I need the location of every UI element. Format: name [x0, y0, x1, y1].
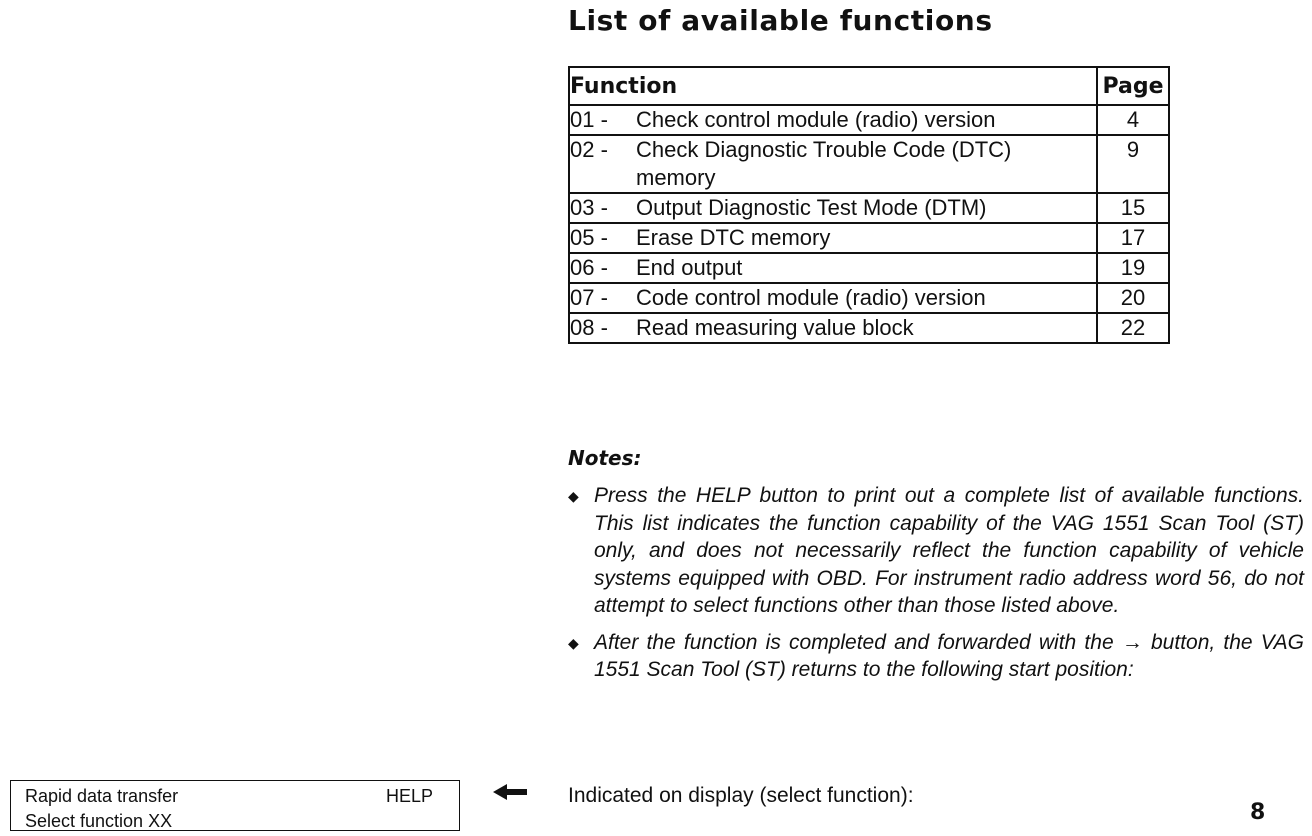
function-page: 22: [1097, 313, 1169, 343]
table-row: [569, 135, 1169, 193]
function-description: Check control module (radio) version: [636, 107, 996, 132]
table-row: [569, 313, 1169, 343]
notes-list: [568, 482, 1304, 693]
display-line1-text: Rapid data transfer: [25, 786, 179, 806]
diamond-bullet-icon: ◆: [568, 634, 579, 651]
function-page: 20: [1097, 283, 1169, 313]
table-row: [569, 193, 1169, 223]
table-row: [569, 223, 1169, 253]
table-row: [569, 253, 1169, 283]
table-row: [569, 283, 1169, 313]
notes-title: Notes:: [568, 446, 642, 470]
function-description: Code control module (radio) version: [636, 285, 986, 310]
function-code: 05 -: [570, 225, 608, 250]
page-title: List of available functions: [568, 4, 993, 37]
diamond-bullet-icon: ◆: [568, 488, 579, 504]
function-description: Erase DTC memory: [636, 225, 831, 250]
display-readout-box: [10, 780, 460, 831]
function-description: Output Diagnostic Test Mode (DTM): [636, 195, 987, 220]
function-code: 08 -: [570, 315, 608, 340]
indicated-on-display-text: Indicated on display (select function):: [568, 784, 914, 807]
function-description: Read measuring value block: [636, 315, 914, 340]
function-code: 03 -: [570, 195, 608, 220]
function-page: 4: [1097, 105, 1169, 135]
note-item: [568, 482, 1304, 620]
function-description: End output: [636, 255, 743, 280]
function-page: 15: [1097, 193, 1169, 223]
note-text: After the function is completed and forwarded with the → button, the VAG 1551 Scan Tool (ST) returns to the following start position:: [594, 630, 1304, 681]
function-description: Check Diagnostic Trouble Code (DTC) memory: [636, 137, 1012, 190]
function-page: 9: [1097, 135, 1169, 193]
function-code: 06 -: [570, 255, 608, 280]
function-code: 07 -: [570, 285, 608, 310]
note-item: [568, 629, 1304, 684]
functions-table: [568, 66, 1170, 344]
header-page: Page: [1097, 67, 1169, 105]
display-line2-text: Select function XX: [25, 811, 173, 831]
table-header-row: [569, 67, 1169, 105]
page-number: 8: [1250, 800, 1266, 825]
function-code: 02 -: [570, 137, 608, 162]
function-page: 19: [1097, 253, 1169, 283]
pointer-arrow-icon: [493, 784, 527, 800]
function-code: 01 -: [570, 107, 608, 132]
note-text: Press the HELP button to print out a complete list of available functions. This list indicates the function capability of the VAG 1551 Scan Tool (ST) only, and does not necessarily reflect the function capability of vehicle systems equipped with OBD. For instrument radio address word 56, do not attempt to select functions other than those listed above.: [594, 484, 1304, 617]
display-help-label: HELP: [385, 786, 433, 806]
table-row: [569, 105, 1169, 135]
header-function: Function: [569, 67, 1097, 105]
function-page: 17: [1097, 223, 1169, 253]
